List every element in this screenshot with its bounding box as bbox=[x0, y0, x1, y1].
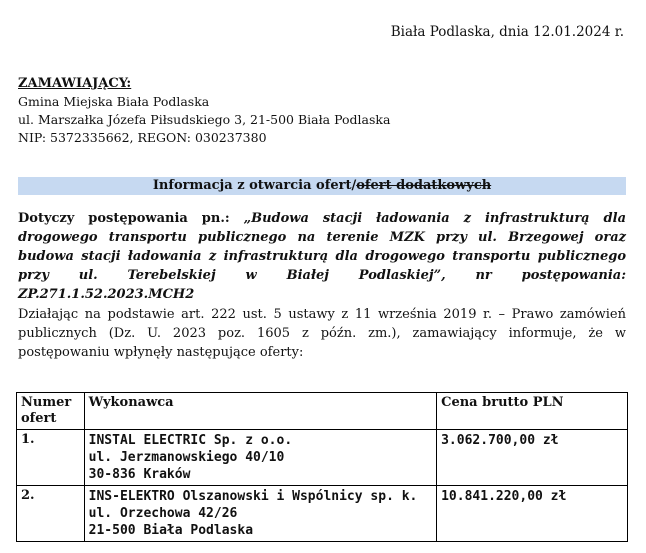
contractor-cell bbox=[84, 430, 436, 486]
offer-price: 3.062.700,00 zł bbox=[437, 430, 628, 486]
procedure-title: „Budowa stacji ładowania z infrastrukturą dla drogowego transportu publicznego na terenie MZK przy ul. Brzegowej oraz budowa stacji ładowania z infrastrukturą dla drogowego transportu publicznego przy ul. Terebelskiej w Białej Podlaskiej”, nr postępowania: ZP.271.1.52.2023.MCH2 bbox=[18, 211, 626, 302]
table-row bbox=[17, 430, 628, 486]
contractor-street: ul. Jerzmanowskiego 40/10 bbox=[88, 450, 285, 465]
contractor-name: INS-ELEKTRO Olszanowski i Wspólnicy sp. k. bbox=[88, 489, 418, 504]
offer-price: 10.841.220,00 zł bbox=[437, 486, 628, 542]
document-date: Biała Podlaska, dnia 12.01.2024 r. bbox=[390, 24, 624, 40]
section-banner bbox=[18, 177, 626, 195]
orderer-address: ul. Marszałka Józefa Piłsudskiego 3, 21-500 Biała Podlaska bbox=[18, 112, 391, 127]
procedure-subject bbox=[18, 209, 626, 304]
orderer-label: ZAMAWIAJĄCY: bbox=[18, 76, 132, 91]
offers-table bbox=[16, 392, 628, 542]
orderer-block bbox=[18, 75, 390, 147]
contractor-cell bbox=[84, 486, 436, 542]
orderer-ids: NIP: 5372335662, REGON: 030237380 bbox=[18, 130, 267, 145]
contractor-city: 21-500 Biała Podlaska bbox=[88, 523, 254, 538]
banner-title: Informacja z otwarcia ofert/ bbox=[152, 178, 357, 193]
table-row bbox=[17, 486, 628, 542]
table-header-row bbox=[17, 393, 628, 430]
contractor-name: INSTAL ELECTRIC Sp. z o.o. bbox=[88, 433, 293, 448]
intro-paragraph: Działając na podstawie art. 222 ust. 5 ustawy z 11 września 2019 r. – Prawo zamówień publicznych (Dz. U. 2023 poz. 1605 z późn. zm.), zamawiający informuje, że w postępowaniu wpłynęły następujące oferty: bbox=[18, 307, 626, 360]
header-contractor: Wykonawca bbox=[84, 393, 436, 430]
orderer-name: Gmina Miejska Biała Podlaska bbox=[18, 94, 210, 109]
contractor-street: ul. Orzechowa 42/26 bbox=[88, 506, 238, 521]
header-gross-price: Cena brutto PLN bbox=[437, 393, 628, 430]
banner-struck-text: ofert dodatkowych bbox=[356, 178, 492, 193]
header-offer-number: Numer ofert bbox=[17, 393, 85, 430]
procedure-prefix: Dotyczy postępowania pn.: bbox=[18, 211, 244, 226]
offer-number: 2. bbox=[17, 486, 85, 542]
contractor-city: 30-836 Kraków bbox=[88, 467, 191, 482]
offer-number: 1. bbox=[17, 430, 85, 486]
